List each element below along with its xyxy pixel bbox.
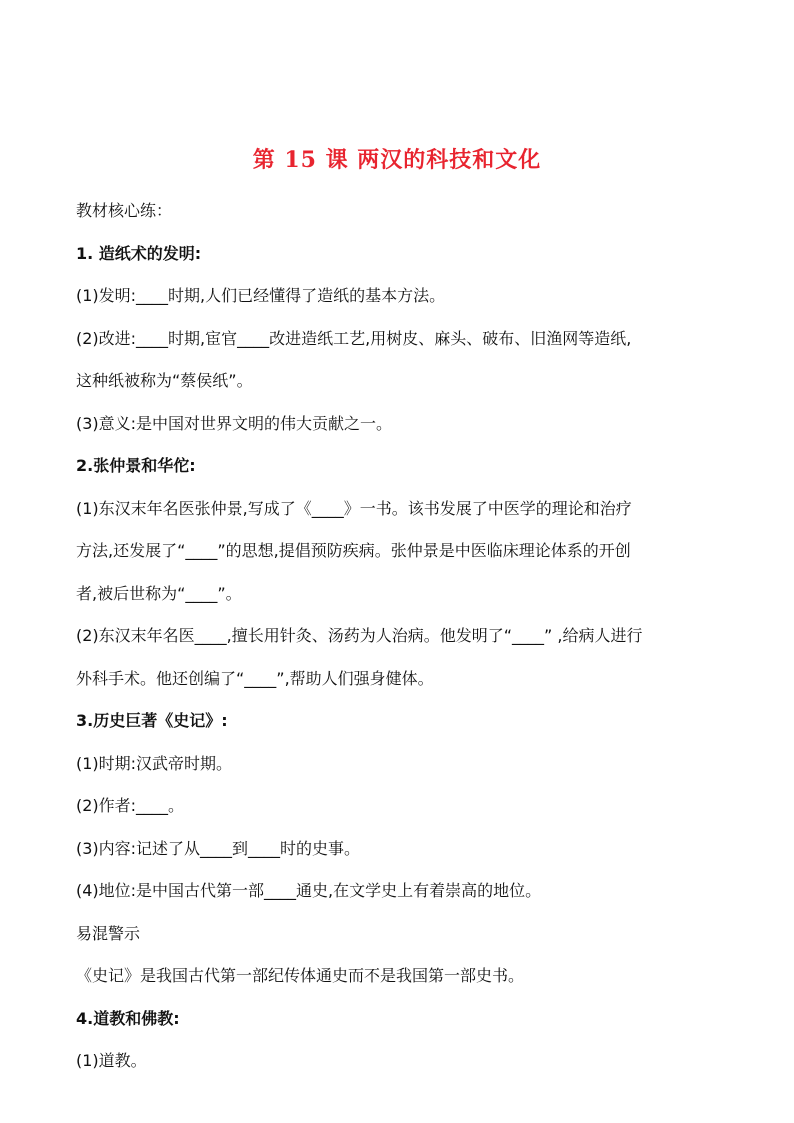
text-line: 方法,还发展了“____”的思想,提倡预防疾病。张仲景是中医临床理论体系的开创 <box>76 541 631 560</box>
text-line: (2)东汉末年名医____,擅长用针灸、汤药为人治病。他发明了“____” ,给病人进行 <box>76 626 643 645</box>
section-heading: 2.张仲景和华佗: <box>76 456 196 475</box>
section-heading: 3.历史巨著《史记》: <box>76 711 228 730</box>
lesson-title: 第 15 课 两汉的科技和文化 <box>252 147 542 173</box>
text-line: (2)改进:____时期,宦官____改进造纸工艺,用树皮、麻头、破布、旧渔网等造纸, <box>76 328 632 348</box>
section-heading: 1. 造纸术的发明: <box>76 243 202 263</box>
text-line: 这种纸被称为“蔡侯纸”。 <box>76 371 253 390</box>
worksheet-body <box>76 190 726 1083</box>
text-line: (1)时期:汉武帝时期。 <box>76 753 233 773</box>
text-line: 者,被后世称为“____”。 <box>76 583 242 603</box>
text-line: (2)作者:____。 <box>76 796 185 815</box>
text-line: (1)东汉末年名医张仲景,写成了《____》一书。该书发展了中医学的理论和治疗 <box>76 498 632 518</box>
text-line: (1)道教。 <box>76 1051 147 1070</box>
text-line: 《史记》是我国古代第一部纪传体通史而不是我国第一部史书。 <box>76 966 525 985</box>
section-heading: 4.道教和佛教: <box>76 1008 180 1028</box>
text-line: (1)发明:____时期,人们已经懂得了造纸的基本方法。 <box>76 286 446 305</box>
text-line: 外科手术。他还创编了“____”,帮助人们强身健体。 <box>76 668 434 688</box>
text-line: (3)意义:是中国对世界文明的伟大贡献之一。 <box>76 413 393 433</box>
warning-label: 易混警示 <box>76 923 141 943</box>
text-line: (3)内容:记述了从____到____时的史事。 <box>76 838 361 858</box>
text-line: 教材核心练： <box>76 201 173 220</box>
text-line: (4)地位:是中国古代第一部____通史,在文学史上有着崇高的地位。 <box>76 881 542 900</box>
